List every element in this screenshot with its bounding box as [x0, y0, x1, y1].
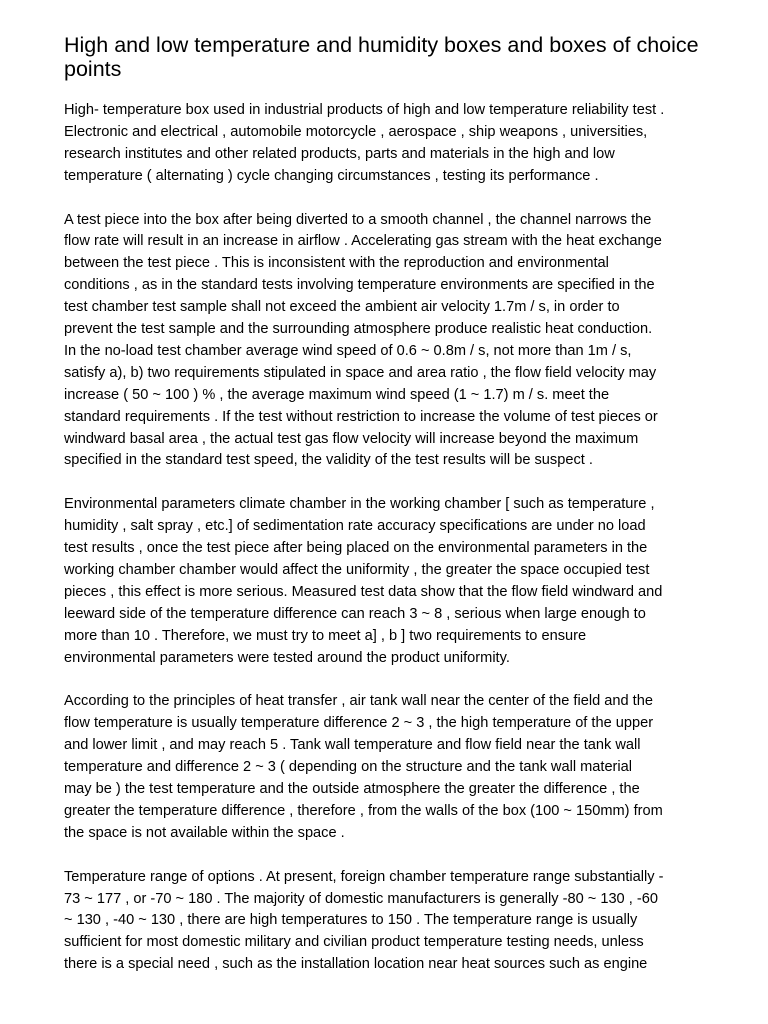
text-line: pieces , this effect is more serious. Measured test data show that the flow field windward and	[64, 583, 663, 600]
text-line: flow rate will result in an increase in airflow . Accelerating gas stream with the heat exchange	[64, 233, 662, 250]
text-line: specified in the standard test speed, the validity of the test results will be suspect .	[64, 452, 593, 469]
text-line: windward basal area , the actual test gas flow velocity will increase beyond the maximum	[64, 430, 639, 447]
text-line: flow temperature is usually temperature difference 2 ~ 3 , the high temperature of the upper	[64, 715, 654, 732]
text-line: ~ 130 , -40 ~ 130 , there are high temperatures to 150 . The temperature range is usually	[64, 912, 638, 929]
text-line: greater the temperature difference , therefore , from the walls of the box (100 ~ 150mm) from	[64, 802, 663, 819]
text-line: more than 10 . Therefore, we must try to meet a] , b ] two requirements to ensure	[64, 627, 587, 644]
text-line: test chamber test sample shall not exceed the ambient air velocity 1.7m / s, in order to	[64, 299, 620, 316]
text-line: Environmental parameters climate chamber in the working chamber [ such as temperature ,	[64, 496, 655, 513]
text-line: conditions , as in the standard tests involving temperature environments are specified in the	[64, 277, 655, 294]
document-body	[64, 100, 714, 998]
paragraph-4	[64, 691, 714, 844]
text-line: prevent the test sample and the surrounding atmosphere produce realistic heat conduction.	[64, 321, 653, 338]
text-line: may be ) the test temperature and the outside atmosphere the greater the difference , the	[64, 781, 640, 798]
text-line: Electronic and electrical , automobile motorcycle , aerospace , ship weapons , universities,	[64, 123, 648, 140]
text-line: the space is not available within the space .	[64, 824, 345, 841]
paragraph-2	[64, 210, 714, 473]
text-line: humidity , salt spray , etc.] of sedimentation rate accuracy specifications are under no load	[64, 518, 646, 535]
text-line: there is a special need , such as the installation location near heat sources such as engine	[64, 956, 648, 973]
text-line: research institutes and other related products, parts and materials in the high and low	[64, 145, 615, 162]
text-line: High- temperature box used in industrial products of high and low temperature reliability test .	[64, 102, 665, 118]
document-title: High and low temperature and humidity boxes and boxes of choice points	[64, 33, 699, 81]
text-line: leeward side of the temperature difference can reach 3 ~ 8 , serious when large enough to	[64, 605, 646, 622]
text-line: Temperature range of options . At present, foreign chamber temperature range substantially -	[64, 868, 664, 885]
text-line: sufficient for most domestic military and civilian product temperature testing needs, unless	[64, 934, 644, 951]
text-line: A test piece into the box after being diverted to a smooth channel , the channel narrows the	[64, 211, 652, 228]
text-line: test results , once the test piece after being placed on the environmental parameters in the	[64, 540, 648, 557]
paragraph-1	[64, 100, 714, 188]
text-line: and lower limit , and may reach 5 . Tank wall temperature and flow field near the tank wall	[64, 737, 641, 754]
text-line: temperature ( alternating ) cycle changing circumstances , testing its performance .	[64, 167, 599, 184]
text-line: standard requirements . If the test without restriction to increase the volume of test pieces or	[64, 408, 658, 425]
text-line: 73 ~ 177 , or -70 ~ 180 . The majority of domestic manufacturers is generally -80 ~ 130 , -60	[64, 890, 658, 907]
text-line: In the no-load test chamber average wind speed of 0.6 ~ 0.8m / s, not more than 1m / s,	[64, 342, 632, 359]
text-line: environmental parameters were tested around the product uniformity.	[64, 649, 510, 666]
text-line: According to the principles of heat transfer , air tank wall near the center of the field and the	[64, 693, 653, 710]
paragraph-3	[64, 494, 714, 669]
text-line: between the test piece . This is inconsistent with the reproduction and environmental	[64, 255, 609, 272]
text-line: temperature and difference 2 ~ 3 ( depending on the structure and the tank wall material	[64, 759, 633, 776]
paragraph-5	[64, 867, 714, 977]
text-line: increase ( 50 ~ 100 ) % , the average maximum wind speed (1 ~ 1.7) m / s. meet the	[64, 386, 610, 403]
text-line: working chamber chamber would affect the uniformity , the greater the space occupied test	[64, 562, 650, 578]
text-line: satisfy a), b) two requirements stipulated in space and area ratio , the flow field velocity may	[64, 364, 657, 381]
